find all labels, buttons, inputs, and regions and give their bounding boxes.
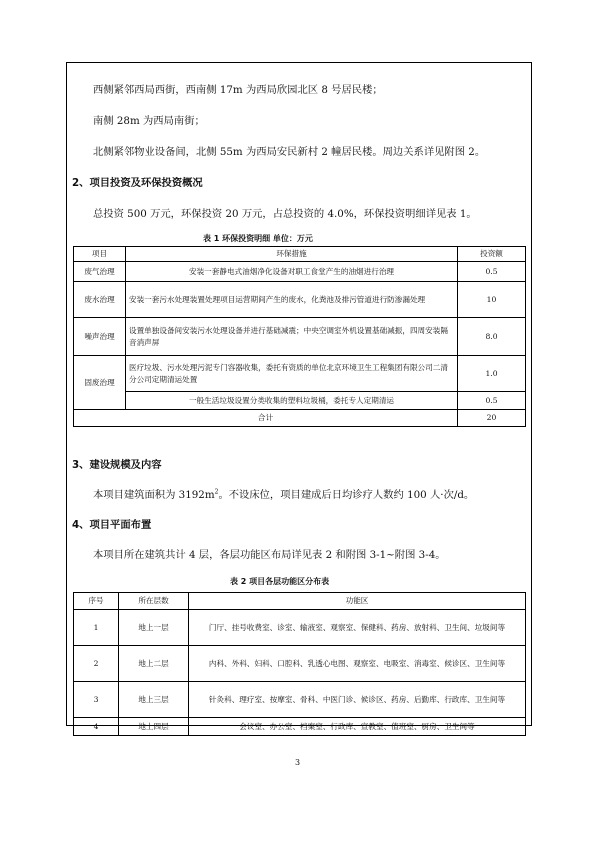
table-row [74, 262, 526, 282]
section-4-heading: 4、项目平面布置 [72, 519, 152, 531]
section-4-text: 本项目所在建筑共计 4 层，各层功能区布局详见表 2 和附图 3-1~附图 3-4。 [93, 549, 446, 561]
table-row [74, 682, 526, 718]
paragraph-west: 西侧紧邻西局西街，西南侧 17m 为西局欣园北区 8 号居民楼； [93, 84, 383, 96]
row-measure: 安装一套污水处理装置处理项目运营期间产生的废水，化粪池及排污管道进行防渗漏处理 [126, 282, 458, 318]
row-amount: 1.0 [458, 356, 526, 392]
table-row [74, 610, 526, 646]
investment-table [73, 246, 526, 427]
row-floor: 地上二层 [119, 646, 189, 682]
row-floor: 地上四层 [119, 718, 189, 736]
paragraph-north: 北侧紧邻物业设备间，北侧 55m 为西局安民新村 2 幢居民楼。周边关系详见附图 2。 [93, 146, 486, 158]
header-item: 项目 [74, 247, 126, 262]
table-1-caption: 表 1 环保投资明细 单位：万元 [203, 234, 313, 243]
table-2-caption: 表 2 项目各层功能区分布表 [230, 577, 330, 586]
table-row [74, 646, 526, 682]
page-number: 3 [294, 758, 301, 767]
total-amount: 20 [458, 410, 526, 427]
row-areas: 会议室、办公室、档案室、行政库、宣教室、值班室、厨房、卫生间等 [189, 718, 526, 736]
section-2-heading: 2、项目投资及环保投资概况 [72, 177, 203, 189]
row-amount: 8.0 [458, 318, 526, 356]
row-item: 废水治理 [74, 282, 126, 318]
row-areas: 门厅、挂号收费室、诊室、输液室、观察室、保健科、药房、放射科、卫生间、垃圾间等 [189, 610, 526, 646]
table-row [74, 318, 526, 356]
header-amount: 投资额 [458, 247, 526, 262]
section-3-text [93, 488, 474, 502]
table-row [74, 282, 526, 318]
section-2-text: 总投资 500 万元，环保投资 20 万元，占总投资的 4.0%，环保投资明细详见表 1。 [93, 208, 477, 220]
row-item: 噪声治理 [74, 318, 126, 356]
table-header-row [74, 593, 526, 610]
table-row [74, 392, 526, 410]
row-no: 4 [74, 718, 119, 736]
row-no: 3 [74, 682, 119, 718]
row-amount: 10 [458, 282, 526, 318]
section-3-text-after: 。不设床位，项目建成后日均诊疗人数约 100 人·次/d。 [218, 489, 475, 501]
area-unit-superscript: 2 [214, 488, 219, 496]
row-floor: 地上一层 [119, 610, 189, 646]
row-item: 固废治理 [74, 356, 126, 410]
header-floor: 所在层数 [119, 593, 189, 610]
section-3-heading: 3、建设规模及内容 [72, 459, 162, 471]
total-label: 合计 [74, 410, 458, 427]
table-row [74, 356, 526, 392]
floor-function-table [73, 592, 526, 736]
table-header-row [74, 247, 526, 262]
table-row [74, 718, 526, 736]
header-areas: 功能区 [189, 593, 526, 610]
header-no: 序号 [74, 593, 119, 610]
section-3-text-before: 本项目建筑面积为 3192m [93, 489, 215, 501]
row-item: 废气治理 [74, 262, 126, 282]
row-amount: 0.5 [458, 392, 526, 410]
row-measure: 设置单独设备间安装污水处理设备并进行基础减震；中央空调室外机设置基础减振，四周安装隔音消声屏 [126, 318, 458, 356]
row-floor: 地上三层 [119, 682, 189, 718]
row-measure: 安装一套静电式油烟净化设备对职工食堂产生的油烟进行治理 [126, 262, 458, 282]
row-no: 1 [74, 610, 119, 646]
table-total-row [74, 410, 526, 427]
row-measure: 一般生活垃圾设置分类收集的塑料垃圾桶，委托专人定期清运 [126, 392, 458, 410]
row-measure: 医疗垃圾、污水处理污泥专门容器收集，委托有资质的单位北京环境卫生工程集团有限公司二清分公司定期清运处置 [126, 356, 458, 392]
row-areas: 针灸科、理疗室、按摩室、骨科、中医门诊、候诊区、药房、后勤库、行政库、卫生间等 [189, 682, 526, 718]
header-measure: 环保措施 [126, 247, 458, 262]
row-areas: 内科、外科、妇科、口腔科、乳透心电图、观察室、电吸室、消毒室、候诊区、卫生间等 [189, 646, 526, 682]
row-no: 2 [74, 646, 119, 682]
row-amount: 0.5 [458, 262, 526, 282]
paragraph-south: 南侧 28m 为西局南街； [93, 115, 205, 127]
